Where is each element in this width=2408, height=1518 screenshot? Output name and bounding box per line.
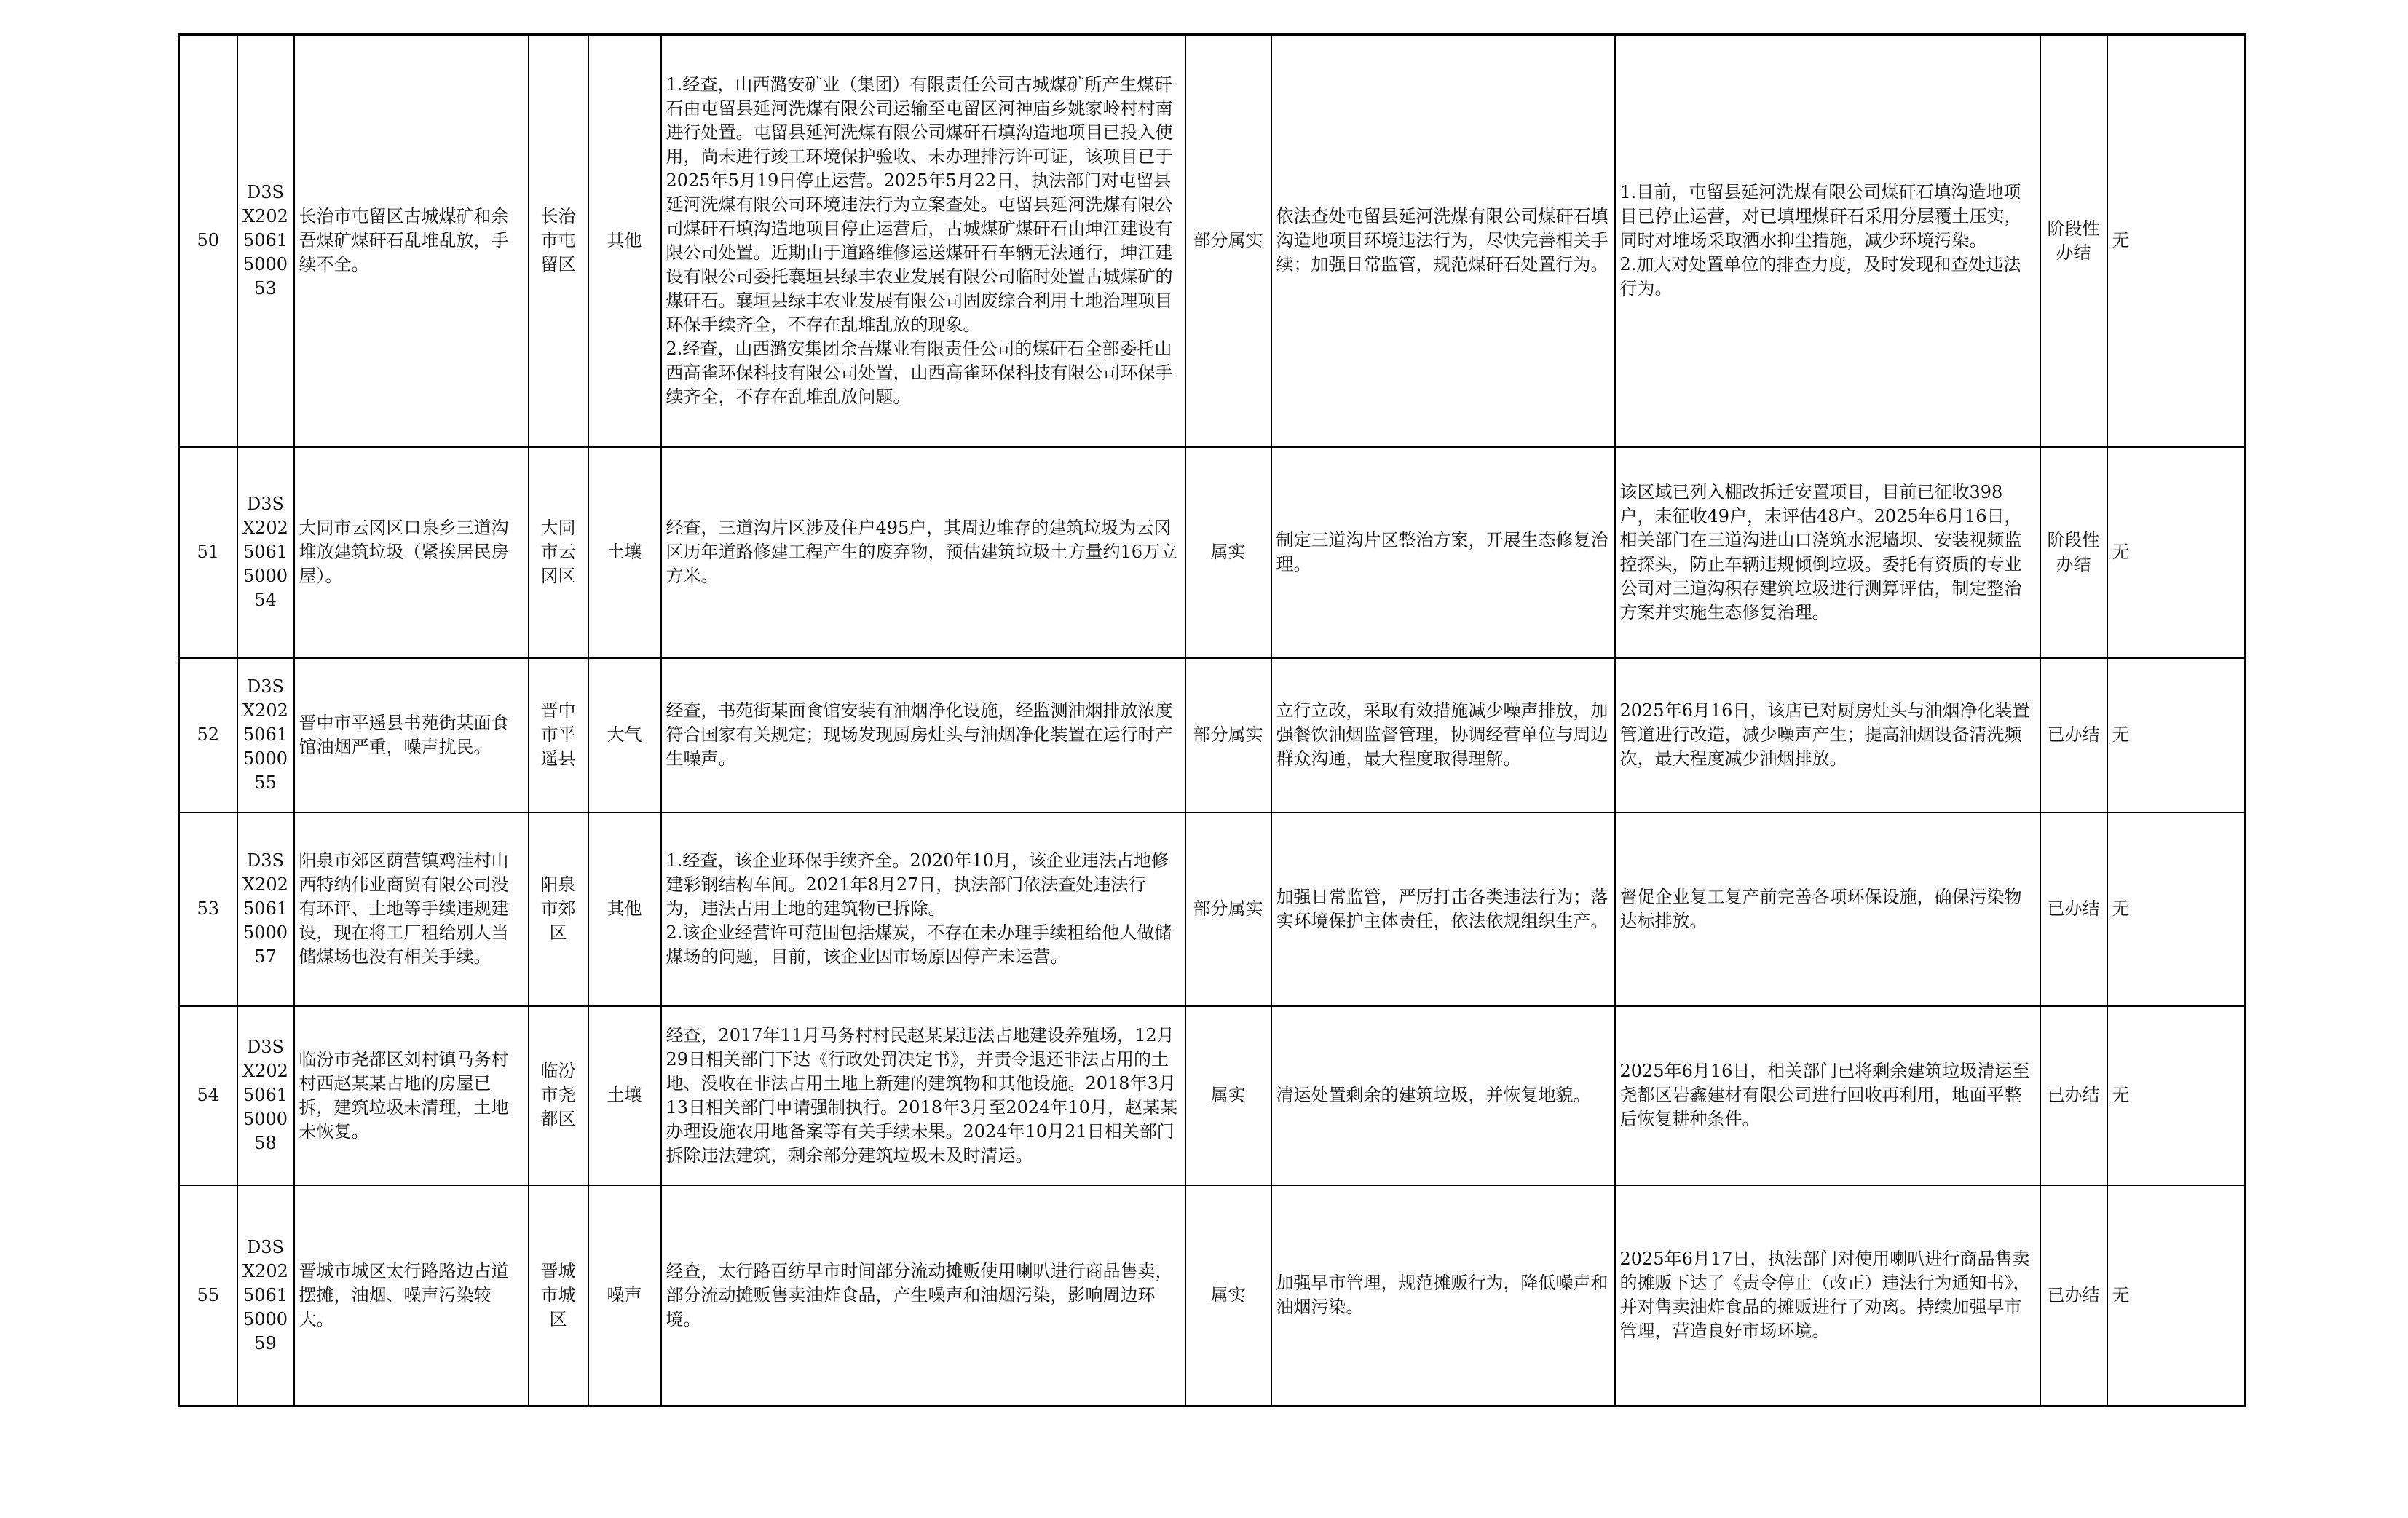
verdict-cell: 属实 (1185, 1185, 1271, 1407)
status-cell: 已办结 (2040, 1185, 2107, 1407)
status-cell: 阶段性办结 (2040, 35, 2107, 447)
detail-cell: 经查，三道沟片区涉及住户495户，其周边堆存的建筑垃圾为云冈区历年道路修建工程产生的废弃物，预估建筑垃圾土方量约16万立方米。 (661, 447, 1185, 658)
region-cell: 长治市屯留区 (529, 35, 588, 447)
type-cell: 土壤 (588, 447, 661, 658)
detail-cell: 经查，2017年11月马务村村民赵某某违法占地建设养殖场，12月29日相关部门下达《行政处罚决定书》，并责令退还非法占用的土地、没收在非法占用土地上新建的建筑物和其他设施。2018年3月13日相关部门申请强制执行。2018年3月至2024年10月，赵某某办理设施农用地备案等有关手续未果。2024年10月21日相关部门拆除违法建筑，剩余部分建筑垃圾未及时清运。 (661, 1006, 1185, 1185)
issue-cell: 晋中市平遥县书苑街某面食馆油烟严重，噪声扰民。 (294, 658, 529, 813)
detail-cell: 经查，太行路百纺早市时间部分流动摊贩使用喇叭进行商品售卖，部分流动摊贩售卖油炸食品，产生噪声和油烟污染，影响周边环境。 (661, 1185, 1185, 1407)
type-cell: 其他 (588, 35, 661, 447)
progress-cell: 2025年6月16日，该店已对厨房灶头与油烟净化装置管道进行改造，减少噪声产生；提高油烟设备清洗频次，最大程度减少油烟排放。 (1615, 658, 2040, 813)
progress-cell: 2025年6月16日，相关部门已将剩余建筑垃圾清运至尧都区岩鑫建材有限公司进行回收再利用，地面平整后恢复耕种条件。 (1615, 1006, 2040, 1185)
progress-cell: 督促企业复工复产前完善各项环保设施，确保污染物达标排放。 (1615, 813, 2040, 1006)
issue-cell: 临汾市尧都区刘村镇马务村村西赵某某占地的房屋已拆，建筑垃圾未清理，土地未恢复。 (294, 1006, 529, 1185)
seq-cell: 54 (179, 1006, 237, 1185)
accountability-cell: 无 (2107, 1185, 2246, 1407)
type-cell: 其他 (588, 813, 661, 1006)
measure-cell: 清运处置剩余的建筑垃圾，并恢复地貌。 (1271, 1006, 1615, 1185)
verdict-cell: 属实 (1185, 447, 1271, 658)
complaint-table (178, 33, 2246, 1407)
type-cell: 噪声 (588, 1185, 661, 1407)
table-row (179, 813, 2246, 1006)
progress-cell: 1.目前，屯留县延河洗煤有限公司煤矸石填沟造地项目已停止运营，对已填埋煤矸石采用分层覆土压实，同时对堆场采取洒水抑尘措施，减少环境污染。 2.加大对处置单位的排查力度，及时发现和查处违法行为。 (1615, 35, 2040, 447)
code-cell: D3SX2025061500054 (237, 447, 294, 658)
accountability-cell: 无 (2107, 658, 2246, 813)
code-cell: D3SX2025061500055 (237, 658, 294, 813)
accountability-cell: 无 (2107, 35, 2246, 447)
issue-cell: 长治市屯留区古城煤矿和余吾煤矿煤矸石乱堆乱放，手续不全。 (294, 35, 529, 447)
seq-cell: 52 (179, 658, 237, 813)
code-cell: D3SX2025061500058 (237, 1006, 294, 1185)
progress-cell: 该区域已列入棚改拆迁安置项目，目前已征收398户，未征收49户，未评估48户。2025年6月16日，相关部门在三道沟进山口浇筑水泥墙坝、安装视频监控探头，防止车辆违规倾倒垃圾。委托有资质的专业公司对三道沟积存建筑垃圾进行测算评估，制定整治方案并实施生态修复治理。 (1615, 447, 2040, 658)
region-cell: 阳泉市郊区 (529, 813, 588, 1006)
table-body (179, 35, 2246, 1407)
measure-cell: 制定三道沟片区整治方案，开展生态修复治理。 (1271, 447, 1615, 658)
accountability-cell: 无 (2107, 447, 2246, 658)
code-cell: D3SX2025061500053 (237, 35, 294, 447)
verdict-cell: 部分属实 (1185, 813, 1271, 1006)
region-cell: 晋城市城区 (529, 1185, 588, 1407)
region-cell: 大同市云冈区 (529, 447, 588, 658)
issue-cell: 大同市云冈区口泉乡三道沟堆放建筑垃圾（紧挨居民房屋）。 (294, 447, 529, 658)
progress-cell: 2025年6月17日，执法部门对使用喇叭进行商品售卖的摊贩下达了《责令停止（改正）违法行为通知书》，并对售卖油炸食品的摊贩进行了劝离。持续加强早市管理，营造良好市场环境。 (1615, 1185, 2040, 1407)
measure-cell: 立行立改，采取有效措施减少噪声排放，加强餐饮油烟监督管理，协调经营单位与周边群众沟通，最大程度取得理解。 (1271, 658, 1615, 813)
verdict-cell: 属实 (1185, 1006, 1271, 1185)
accountability-cell: 无 (2107, 813, 2246, 1006)
detail-cell: 1.经查，该企业环保手续齐全。2020年10月，该企业违法占地修建彩钢结构车间。2021年8月27日，执法部门依法查处违法行为，违法占用土地的建筑物已拆除。 2.该企业经营许可范围包括煤炭，不存在未办理手续租给他人做储煤场的问题，目前，该企业因市场原因停产未运营。 (661, 813, 1185, 1006)
table-row (179, 658, 2246, 813)
measure-cell: 加强早市管理，规范摊贩行为，降低噪声和油烟污染。 (1271, 1185, 1615, 1407)
detail-cell: 经查，书苑街某面食馆安装有油烟净化设施，经监测油烟排放浓度符合国家有关规定；现场发现厨房灶头与油烟净化装置在运行时产生噪声。 (661, 658, 1185, 813)
table-row (179, 447, 2246, 658)
status-cell: 已办结 (2040, 813, 2107, 1006)
seq-cell: 53 (179, 813, 237, 1006)
issue-cell: 阳泉市郊区荫营镇鸡洼村山西特纳伟业商贸有限公司没有环评、土地等手续违规建设，现在将工厂租给别人当储煤场也没有相关手续。 (294, 813, 529, 1006)
measure-cell: 依法查处屯留县延河洗煤有限公司煤矸石填沟造地项目环境违法行为，尽快完善相关手续；加强日常监管，规范煤矸石处置行为。 (1271, 35, 1615, 447)
measure-cell: 加强日常监管，严厉打击各类违法行为；落实环境保护主体责任，依法依规组织生产。 (1271, 813, 1615, 1006)
type-cell: 大气 (588, 658, 661, 813)
detail-cell: 1.经查，山西潞安矿业（集团）有限责任公司古城煤矿所产生煤矸石由屯留县延河洗煤有限公司运输至屯留区河神庙乡姚家岭村村南进行处置。屯留县延河洗煤有限公司煤矸石填沟造地项目已投入使用，尚未进行竣工环境保护验收、未办理排污许可证，该项目已于2025年5月19日停止运营。2025年5月22日，执法部门对屯留县延河洗煤有限公司环境违法行为立案查处。屯留县延河洗煤有限公司煤矸石填沟造地项目停止运营后，古城煤矿煤矸石由坤江建设有限公司处置。近期由于道路维修运送煤矸石车辆无法通行，坤江建设有限公司委托襄垣县绿丰农业发展有限公司临时处置古城煤矿的煤矸石。襄垣县绿丰农业发展有限公司固废综合利用土地治理项目环保手续齐全，不存在乱堆乱放的现象。 2.经查，山西潞安集团余吾煤业有限责任公司的煤矸石全部委托山西高雀环保科技有限公司处置，山西高雀环保科技有限公司环保手续齐全，不存在乱堆乱放问题。 (661, 35, 1185, 447)
code-cell: D3SX2025061500057 (237, 813, 294, 1006)
issue-cell: 晋城市城区太行路路边占道摆摊，油烟、噪声污染较大。 (294, 1185, 529, 1407)
status-cell: 已办结 (2040, 1006, 2107, 1185)
region-cell: 临汾市尧都区 (529, 1006, 588, 1185)
type-cell: 土壤 (588, 1006, 661, 1185)
seq-cell: 55 (179, 1185, 237, 1407)
seq-cell: 51 (179, 447, 237, 658)
status-cell: 已办结 (2040, 658, 2107, 813)
code-cell: D3SX2025061500059 (237, 1185, 294, 1407)
seq-cell: 50 (179, 35, 237, 447)
verdict-cell: 部分属实 (1185, 658, 1271, 813)
table-row (179, 35, 2246, 447)
status-cell: 阶段性办结 (2040, 447, 2107, 658)
table-row (179, 1006, 2246, 1185)
region-cell: 晋中市平遥县 (529, 658, 588, 813)
table-row (179, 1185, 2246, 1407)
verdict-cell: 部分属实 (1185, 35, 1271, 447)
accountability-cell: 无 (2107, 1006, 2246, 1185)
